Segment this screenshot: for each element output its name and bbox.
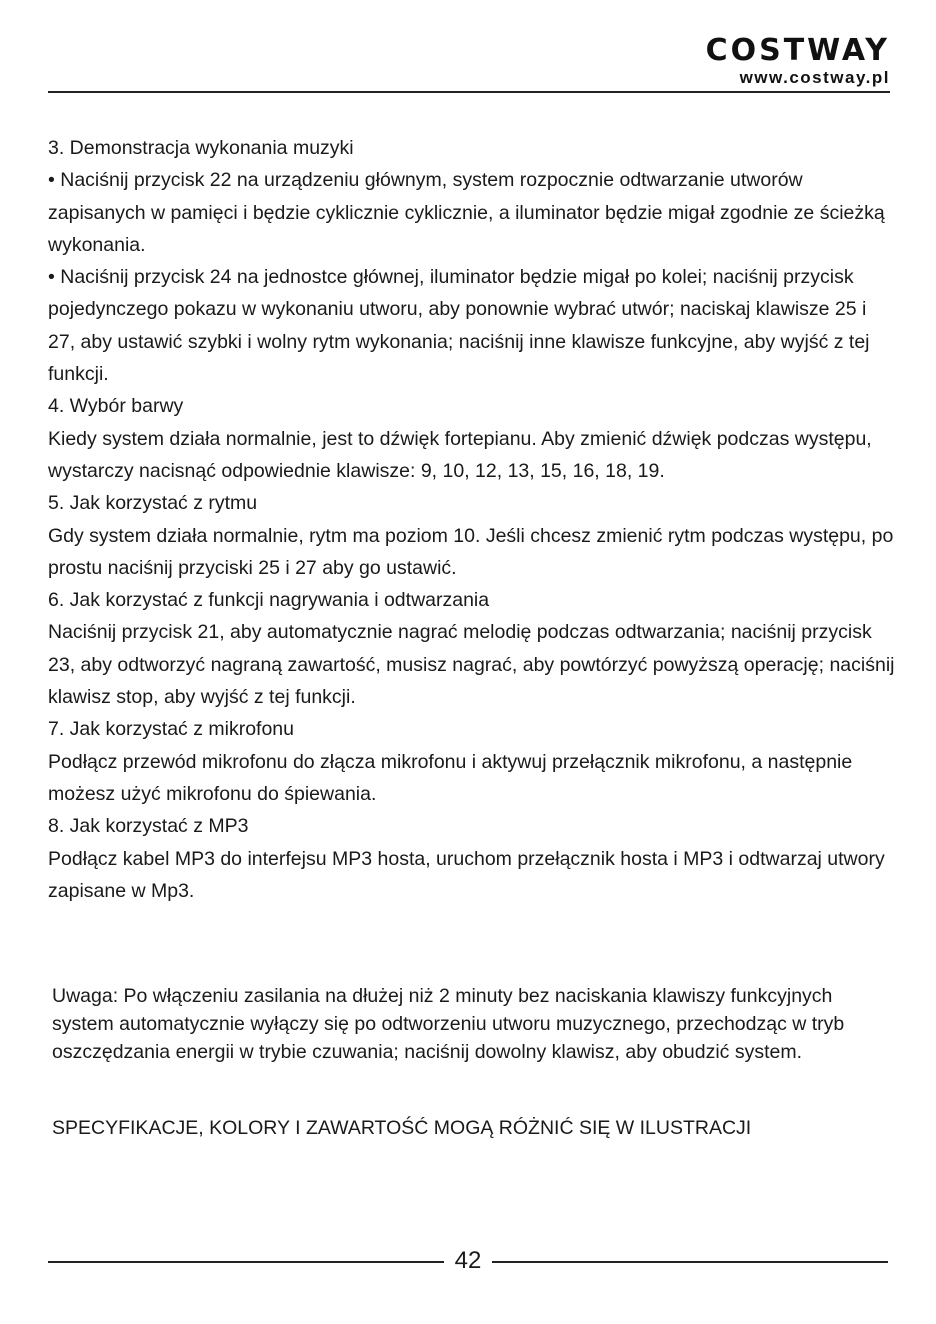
- page-number: 42: [454, 1247, 482, 1274]
- notice-block: [52, 982, 892, 1066]
- manual-content: [48, 132, 898, 907]
- brand-logo: [705, 33, 890, 88]
- section-paragraph: Naciśnij przycisk 21, aby automatycznie nagrać melodię podczas odtwarzania; naciśnij przycisk 23, aby odtworzyć nagraną zawartość, musisz nagrać, aby powtórzyć powyższą operację; naciśnij klawisz stop, aby wyjść z tej funkcji.: [48, 621, 895, 709]
- section-title: 6. Jak korzystać z funkcji nagrywania i odtwarzania: [48, 589, 490, 612]
- section-paragraph: Gdy system działa normalnie, rytm ma poziom 10. Jeśli chcesz zmienić rytm podczas występu, po prostu naciśnij przyciski 25 i 27 aby go ustawić.: [48, 524, 894, 579]
- section-title: 5. Jak korzystać z rytmu: [48, 492, 258, 515]
- header-divider: [48, 91, 890, 93]
- footer-divider-right: [492, 1261, 888, 1263]
- brand-url: www.costway.pl: [739, 68, 890, 87]
- section-paragraph: Podłącz kabel MP3 do interfejsu MP3 hosta, uruchom przełącznik hosta i MP3 i odtwarzaj utwory zapisane w Mp3.: [48, 847, 885, 902]
- section-title: 3. Demonstracja wykonania muzyki: [48, 137, 354, 159]
- notice-text: Uwaga: Po włączeniu zasilania na dłużej niż 2 minuty bez naciskania klawiszy funkcyjnych system automatycznie wyłączy się po odtworzeniu utworu muzycznego, przechodząc w tryb oszczędzania energii w trybie czuwania; naciśnij dowolny klawisz, aby obudzić system.: [52, 985, 845, 1063]
- section-title: 4. Wybór barwy: [48, 395, 184, 418]
- footer-divider-left: [48, 1261, 444, 1263]
- section-paragraph: Kiedy system działa normalnie, jest to dźwięk fortepianu. Aby zmienić dźwięk podczas występu, wystarczy nacisnąć odpowiednie klawisze: 9, 10, 12, 13, 15, 16, 18, 19.: [48, 427, 872, 482]
- section-title: 8. Jak korzystać z MP3: [48, 815, 249, 838]
- section-paragraph: • Naciśnij przycisk 22 na urządzeniu głównym, system rozpocznie odtwarzanie utworów zapisanych w pamięci i będzie cyklicznie cyklicznie, a iluminator będzie migał zgodnie ze ścieżką wykonania.: [48, 169, 885, 256]
- brand-name: COSTWAY: [705, 33, 890, 68]
- section-title: 7. Jak korzystać z mikrofonu: [48, 718, 294, 741]
- section-paragraph: Podłącz przewód mikrofonu do złącza mikrofonu i aktywuj przełącznik mikrofonu, a następnie możesz użyć mikrofonu do śpiewania.: [48, 750, 853, 805]
- specs-disclaimer: SPECYFIKACJE, KOLORY I ZAWARTOŚĆ MOGĄ RÓŻNIĆ SIĘ W ILUSTRACJI: [52, 1117, 752, 1139]
- section-paragraph: • Naciśnij przycisk 24 na jednostce głównej, iluminator będzie migał po kolei; naciśnij przycisk pojedynczego pokazu w wykonaniu utworu, aby ponownie wybrać utwór; naciskaj klawisze 25 i 27, aby ustawić szybki i wolny rytm wykonania; naciśnij inne klawisze funkcyjne, aby wyjść z tej funkcji.: [48, 266, 870, 386]
